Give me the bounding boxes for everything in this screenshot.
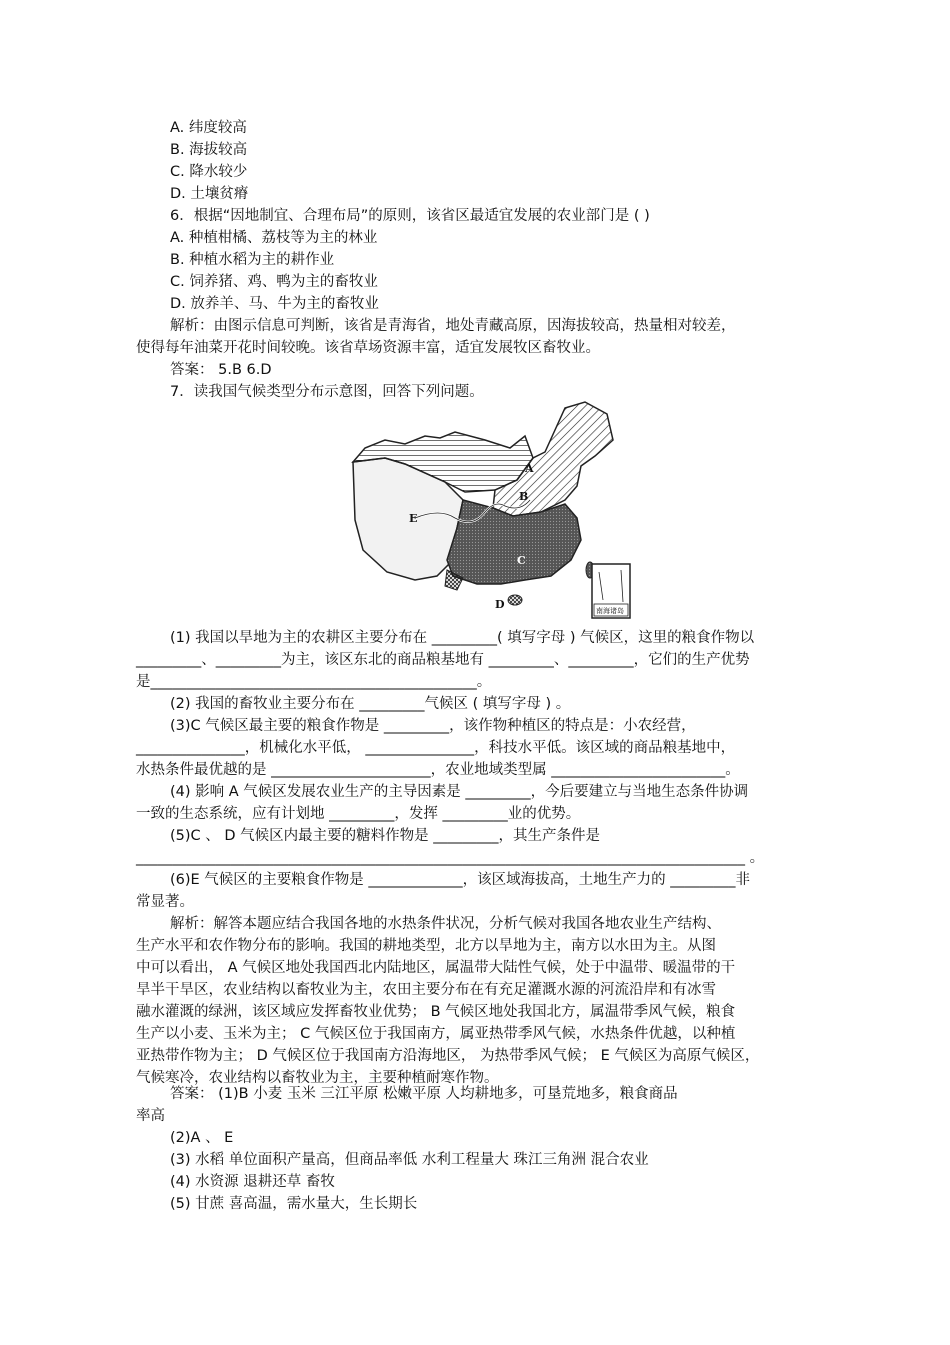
text-line: (5) 甘蔗 喜高温，需水量大，生长期长 (170, 1196, 418, 1212)
text-line: 气候寒冷，农业结构以畜牧业为主，主要种植耐寒作物。 (136, 1070, 499, 1086)
text-line: C. 饲养猪、鸡、鸭为主的畜牧业 (170, 274, 378, 290)
text-line: 中可以看出， A 气候区地处我国西北内陆地区，属温带大陆性气候，处于中温带、暖温带的干 (136, 960, 736, 976)
text-line: ____________________________________________________________________________________ 。 (136, 850, 765, 866)
text-line: 解析：由图示信息可判断，该省是青海省，地处青藏高原，因海拔较高，热量相对较差， (170, 318, 736, 334)
text-line: (3) 水稻 单位面积产量高，但商品率低 水利工程量大 珠江三角洲 混合农业 (170, 1152, 649, 1168)
text-line: 答案： 5.B 6.D (170, 362, 272, 378)
text-line: A. 纬度较高 (170, 120, 247, 136)
text-line: 生产水平和农作物分布的影响。我国的耕地类型，北方以旱地为主，南方以水田为主。从图 (136, 938, 716, 954)
text-line: _______________，机械化水平低， _______________，科技水平低。该区域的商品粮基地中， (136, 740, 736, 756)
text-line: D. 土壤贫瘠 (170, 186, 249, 202)
label-c: C (517, 554, 526, 567)
text-line: 使得每年油菜开花时间较晚。该省草场资源丰富，适宜发展牧区畜牧业。 (136, 340, 600, 356)
text-line: (2)A 、 E (170, 1130, 234, 1146)
text-line: 生产以小麦、玉米为主； C 气候区位于我国南方，属亚热带季风气候，水热条件优越，以种植 (136, 1026, 736, 1042)
text-line: B. 种植水稻为主的耕作业 (170, 252, 335, 268)
text-line: (4) 水资源 退耕还草 畜牧 (170, 1174, 335, 1190)
text-line: C. 降水较少 (170, 164, 248, 180)
text-line: 答案： (1)B 小麦 玉米 三江平原 松嫩平原 人均耕地多，可垦荒地多，粮食商品 (170, 1086, 678, 1102)
label-d: D (495, 598, 505, 611)
text-line: 6．根据“因地制宜、合理布局”的原则，该省区最适宜发展的农业部门是 ( ) (170, 208, 650, 224)
text-line: 融水灌溉的绿洲，该区域应发挥畜牧业优势； B 气候区地处我国北方，属温带季风气候，粮食 (136, 1004, 736, 1020)
text-line: B. 海拔较高 (170, 142, 248, 158)
inset-label: 南海诸岛 (596, 607, 624, 615)
text-line: 是_____________________________________________。 (136, 674, 492, 690)
text-line: 率高 (136, 1108, 165, 1124)
text-line: (1) 我国以旱地为主的农耕区主要分布在 _________( 填写字母 ) 气候区，这里的粮食作物以 (170, 630, 755, 646)
text-line: (5)C 、 D 气候区内最主要的糖料作物是 _________，其生产条件是 (170, 828, 601, 844)
text-line: _________、_________为主，该区东北的商品粮基地有 _________、_________，它们的生产优势 (136, 652, 750, 668)
text-line: A. 种植柑橘、荔枝等为主的林业 (170, 230, 378, 246)
hainan-island (508, 595, 522, 605)
text-line: (2) 我国的畜牧业主要分布在 _________气候区 ( 填写字母 ) 。 (170, 696, 571, 712)
text-line: 旱半干旱区，农业结构以畜牧业为主，农田主要分布在有充足灌溉水源的河流沿岸和有冰雪 (136, 982, 716, 998)
text-line: (6)E 气候区的主要粮食作物是 _____________，该区域海拔高，土地生产力的 _________非 (170, 872, 751, 888)
text-line: 水热条件最优越的是 ______________________，农业地域类型属 ________________________。 (136, 762, 740, 778)
label-b: B (519, 490, 529, 503)
text-line: 常显著。 (136, 894, 194, 910)
text-line: 亚热带作物为主； D 气候区位于我国南方沿海地区， 为热带季风气候； E 气候区为高原气候区， (136, 1048, 760, 1064)
text-line: 解析：解答本题应结合我国各地的水热条件状况，分析气候对我国各地农业生产结构、 (170, 916, 721, 932)
china-climate-map (345, 400, 645, 620)
text-line: 7．读我国气候类型分布示意图，回答下列问题。 (170, 384, 484, 400)
label-e: E (409, 512, 418, 525)
text-line: (4) 影响 A 气候区发展农业生产的主导因素是 _________，今后要建立与当地生态条件协调 (170, 784, 749, 800)
label-a: A (525, 462, 534, 475)
text-line: (3)C 气候区最主要的粮食作物是 _________，该作物种植区的特点是：小农经营， (170, 718, 696, 734)
text-line: D. 放养羊、马、牛为主的畜牧业 (170, 296, 379, 312)
text-line: 一致的生态系统，应有计划地 _________，发挥 _________业的优势。 (136, 806, 581, 822)
